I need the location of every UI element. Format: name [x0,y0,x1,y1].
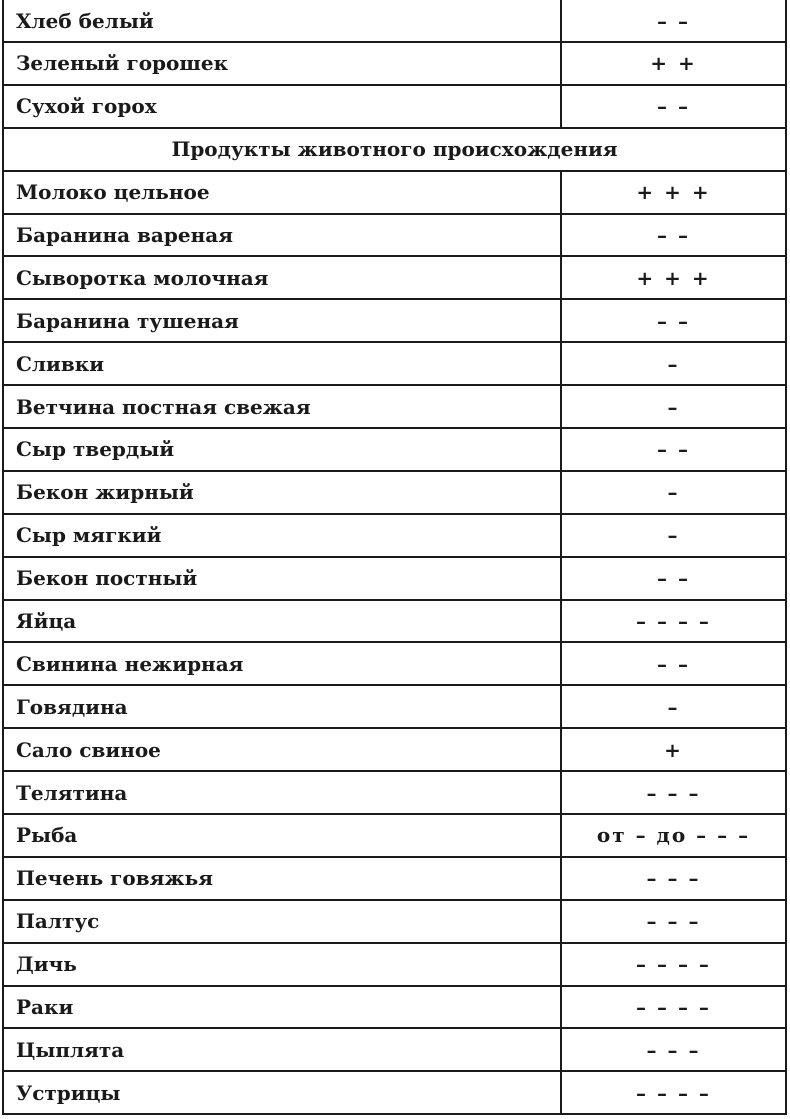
product-value: – – [657,8,690,33]
section-title: Продукты животного происхождения [171,137,618,162]
product-name: Дичь [4,944,562,985]
product-name: Сыворотка молочная [4,257,562,298]
product-name: Свинина нежирная [4,643,562,684]
table-row [4,856,785,899]
product-value: – [667,694,680,719]
product-name: Печень говяжья [4,858,562,899]
product-value: – [667,523,680,548]
product-value: – – [657,223,690,247]
product-value: + + + [636,265,711,290]
product-value: – – [657,94,690,119]
section-header-row [4,127,785,170]
product-name: Раки [4,987,562,1028]
product-name: Зеленый горошек [4,43,562,84]
product-name: Сало свиное [4,729,562,770]
product-value: – – [657,651,690,676]
table-row [4,813,785,856]
product-name: Молоко цельное [4,172,562,213]
product-name: Рыба [4,815,562,856]
table-row [4,341,785,384]
product-name: Сыр твердый [4,429,562,470]
table-row [4,384,785,427]
product-value: – [667,394,680,419]
product-value: – [667,351,680,376]
table-row [4,727,785,770]
table-row [4,513,785,556]
table-row [4,641,785,684]
table-row [4,985,785,1028]
food-table [2,0,787,1115]
product-name: Бекон жирный [4,472,562,513]
table-row [4,684,785,727]
product-name: Баранина вареная [4,215,562,256]
product-name: Яйца [4,601,562,642]
product-name: Сливки [4,343,562,384]
product-name: Баранина тушеная [4,300,562,341]
table-row [4,298,785,341]
product-name: Бекон постный [4,558,562,599]
table-row [4,899,785,942]
product-name: Ветчина постная свежая [4,386,562,427]
table-row [4,41,785,84]
product-value: – – [657,308,690,333]
table-row [4,170,785,213]
product-value: – – [657,566,690,591]
product-value: – – – – [636,1080,711,1105]
table-row [4,942,785,985]
product-value: – – [657,437,690,462]
product-name: Устрицы [4,1072,562,1113]
product-value: от – до – – – [596,823,751,848]
product-value: – – – – [636,609,711,634]
product-value: – – – – [636,952,711,977]
product-value: – – – [646,866,701,891]
product-value: + [664,737,683,762]
product-name: Хлеб белый [4,0,562,41]
product-value: + + + [636,180,711,205]
product-name: Говядина [4,686,562,727]
product-name: Сыр мягкий [4,515,562,556]
table-row [4,84,785,127]
product-value: – [667,480,680,505]
table-row [4,0,785,41]
table-row [4,1070,785,1113]
product-name: Сухой горох [4,86,562,127]
table-row [4,213,785,256]
table-row [4,255,785,298]
product-name: Палтус [4,901,562,942]
table-row [4,770,785,813]
table-row [4,470,785,513]
product-value: + + [650,51,697,76]
table-row [4,556,785,599]
product-value: – – – [646,909,701,934]
product-name: Цыплята [4,1029,562,1070]
product-value: – – – [646,780,701,805]
product-name: Телятина [4,772,562,813]
table-row [4,1027,785,1070]
product-value: – – – [646,1037,701,1062]
product-value: – – – – [636,995,711,1020]
table-row [4,599,785,642]
table-row [4,427,785,470]
